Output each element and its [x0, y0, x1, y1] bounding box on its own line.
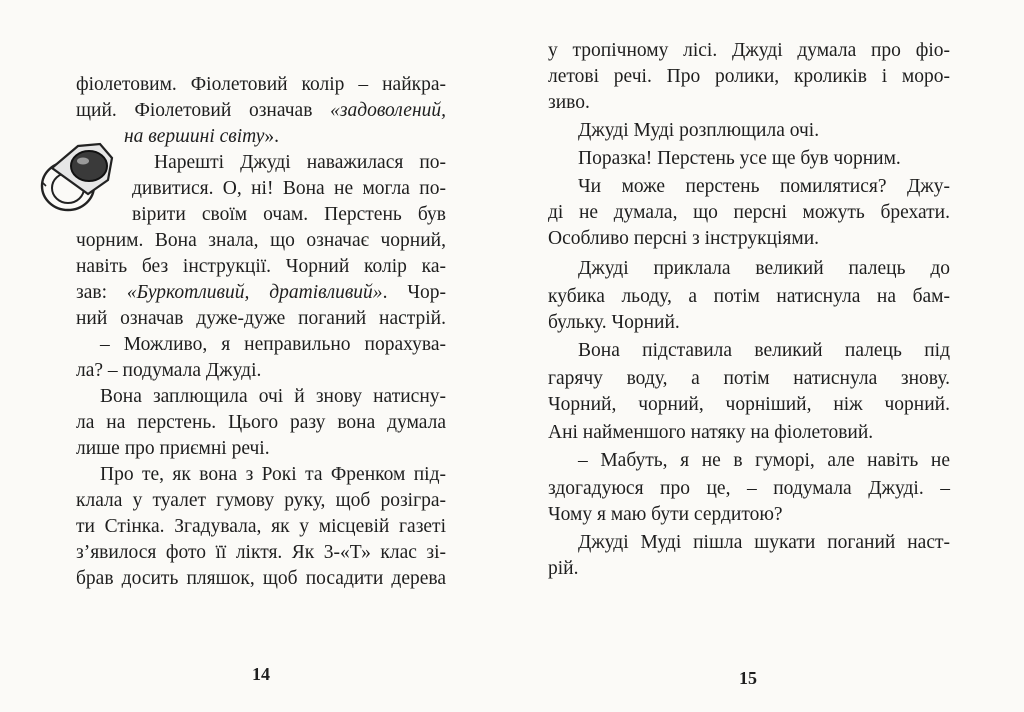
italic-quote: на вершині світу	[124, 126, 265, 147]
text-line: ді не думала, що персні можуть брехати.	[548, 202, 950, 223]
text-line: на вершині світу».	[124, 126, 280, 147]
text-line: ний означав дуже-дуже поганий настрій.	[76, 308, 446, 329]
right-page	[512, 0, 1024, 712]
text-line: – Можливо, я неправильно порахува-	[100, 334, 446, 355]
italic-quote: «задоволений,	[330, 100, 446, 121]
text-line: навіть без інструкції. Чорний колір ка-	[76, 256, 446, 277]
text-line: Чому я маю бути сердитою?	[548, 504, 783, 525]
text-line: брав досить пляшок, щоб посадити дерева	[76, 568, 446, 589]
text-line: Нарешті Джуді наважилася по-	[154, 152, 446, 173]
text-line: летові речі. Про ролики, кроликів і моро-	[548, 66, 950, 87]
text-line: вірити своїм очам. Перстень був	[132, 204, 446, 225]
text-line: Чорний, чорний, чорніший, ніж чорний.	[548, 394, 950, 415]
page-number: 14	[252, 664, 270, 684]
text-line: ла? – подумала Джуді.	[76, 360, 262, 381]
text-line: щий. Фіолетовий означав «задоволений,	[76, 100, 446, 121]
text-line: лише про приємні речі.	[76, 438, 270, 459]
text-line: Ані найменшого натяку на фіолетовий.	[548, 422, 874, 443]
text-line: Чи може перстень помилятися? Джу-	[578, 176, 950, 197]
text-line: у тропічному лісі. Джуді думала про фіо-	[548, 40, 950, 61]
text-line: – Мабуть, я не в гуморі, але навіть не	[578, 450, 950, 471]
text-line: Особливо персні з інструкціями.	[548, 228, 820, 249]
text-line: зиво.	[548, 92, 590, 113]
text-line: Про те, як вона з Рокі та Френком під-	[100, 464, 446, 485]
text-line: Джуді Муді розплющила очі.	[578, 120, 820, 141]
text-line: бульку. Чорний.	[548, 312, 680, 333]
text-line: кубика льоду, а потім натиснула на бам-	[548, 286, 950, 307]
text-line: рій.	[548, 558, 579, 579]
text-line: ти Стінка. Згадувала, як у місцевій газеті	[76, 516, 446, 537]
text-line: Джуді Муді пішла шукати поганий наст-	[578, 532, 950, 553]
text-line: клала у туалет гумову руку, щоб розігра-	[76, 490, 446, 511]
text-line: Поразка! Перстень усе ще був чорним.	[578, 148, 901, 169]
text-line: Джуді приклала великий палець до	[578, 258, 950, 279]
text-line: зав: «Буркотливий, дратівливий». Чор-	[76, 282, 447, 303]
text-line: дивитися. О, ні! Вона не могла по-	[132, 178, 446, 199]
text-line: з’явилося фото її ліктя. Як 3-«Т» клас зі-	[76, 542, 446, 563]
italic-quote: «Буркотливий, дратівливий»	[126, 282, 383, 303]
text-line: здогадуюся про це, – подумала Джуді. –	[548, 478, 950, 499]
text-line: гарячу воду, а потім натиснула знову.	[548, 368, 950, 389]
page-number: 15	[739, 668, 757, 688]
mood-ring-icon	[30, 132, 122, 218]
text-line: фіолетовим. Фіолетовий колір – найкра-	[76, 74, 446, 95]
text-line: Вона заплющила очі й знову натисну-	[100, 386, 446, 407]
text-line: Вона підставила великий палець під	[578, 340, 950, 361]
text-line: чорним. Вона знала, що означає чорний,	[76, 230, 446, 251]
text-line: ла на перстень. Цього разу вона думала	[76, 412, 446, 433]
